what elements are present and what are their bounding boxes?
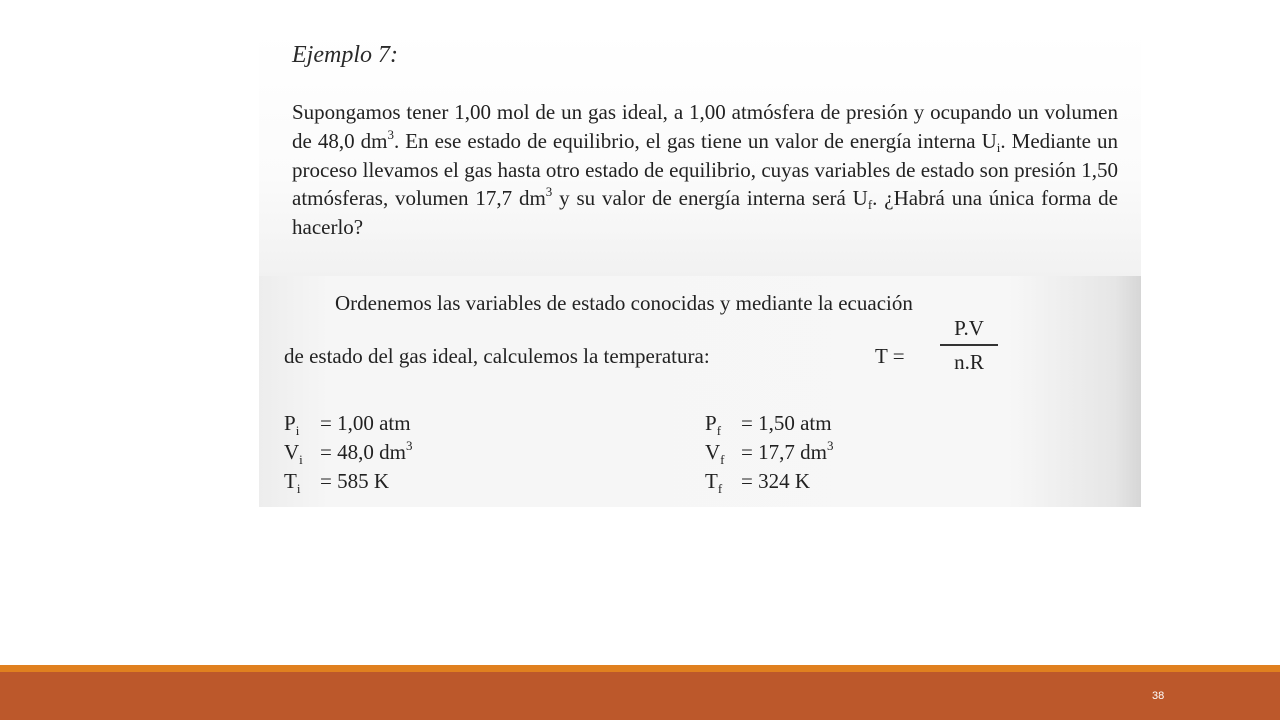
variable-subscript: i — [295, 423, 300, 438]
statement-part-5: . ¿Habrá una única forma de hacerlo? — [292, 186, 1118, 240]
variable-value: = 17,7 dm — [741, 440, 827, 464]
instruction-line-2: de estado del gas ideal, calculemos la temperatura: — [284, 344, 710, 368]
variable-row — [705, 438, 833, 467]
formula-numerator: P.V — [940, 316, 998, 346]
formula-fraction — [940, 316, 998, 375]
variable-value: = 324 K — [741, 469, 811, 493]
variable-value: = 585 K — [320, 469, 390, 493]
variable-symbol: V — [284, 440, 300, 464]
variable-exponent: 3 — [405, 438, 413, 453]
initial-state-variables — [284, 409, 412, 496]
variable-subscript: i — [299, 452, 303, 467]
variable-subscript: i — [296, 481, 301, 496]
instruction-line-1: Ordenemos las variables de estado conocidas y mediante la ecuación — [335, 291, 913, 315]
formula-lhs: T = — [875, 344, 905, 368]
statement-part-3: . Mediante un proceso llevamos el gas hasta otro estado de equilibrio, cuyas variables de estado son presión 1,50 atmósferas, volumen 17,7 dm — [292, 128, 1118, 211]
statement-sub-1: i — [996, 139, 1001, 155]
variable-symbol: P — [284, 411, 296, 435]
footer-accent-line — [0, 665, 1280, 672]
statement-sup-1: 3 — [387, 126, 394, 142]
statement-sup-2: 3 — [545, 184, 553, 200]
problem-statement — [292, 98, 1118, 242]
variable-row — [284, 409, 412, 438]
variable-subscript: f — [720, 452, 725, 467]
variable-value: = 1,50 atm — [741, 411, 832, 435]
statement-part-4: y su valor de energía interna será U — [552, 186, 868, 211]
statement-sub-2: f — [867, 197, 873, 213]
variable-subscript: f — [717, 481, 723, 496]
final-state-variables — [705, 409, 833, 496]
variable-row — [705, 467, 833, 496]
variable-value: = 48,0 dm — [320, 440, 406, 464]
page-number: 38 — [1152, 690, 1165, 702]
variable-symbol: T — [705, 469, 718, 493]
variable-row — [284, 467, 412, 496]
variable-row — [284, 438, 412, 467]
variable-row — [705, 409, 833, 438]
variable-symbol: V — [705, 440, 721, 464]
variable-exponent: 3 — [826, 438, 834, 453]
formula-denominator: n.R — [954, 350, 984, 374]
variable-value: = 1,00 atm — [320, 411, 411, 435]
variable-subscript: f — [716, 423, 722, 438]
variable-symbol: T — [284, 469, 297, 493]
statement-part-1: Supongamos tener 1,00 mol de un gas ideal, a 1,00 atmósfera de presión y ocupando un volumen de 48,0 dm — [292, 100, 1118, 153]
footer-bar — [0, 672, 1280, 720]
example-heading: Ejemplo 7: — [292, 42, 398, 68]
statement-part-2: . En ese estado de equilibrio, el gas tiene un valor de energía interna U — [393, 128, 997, 153]
variable-symbol: P — [705, 411, 717, 435]
